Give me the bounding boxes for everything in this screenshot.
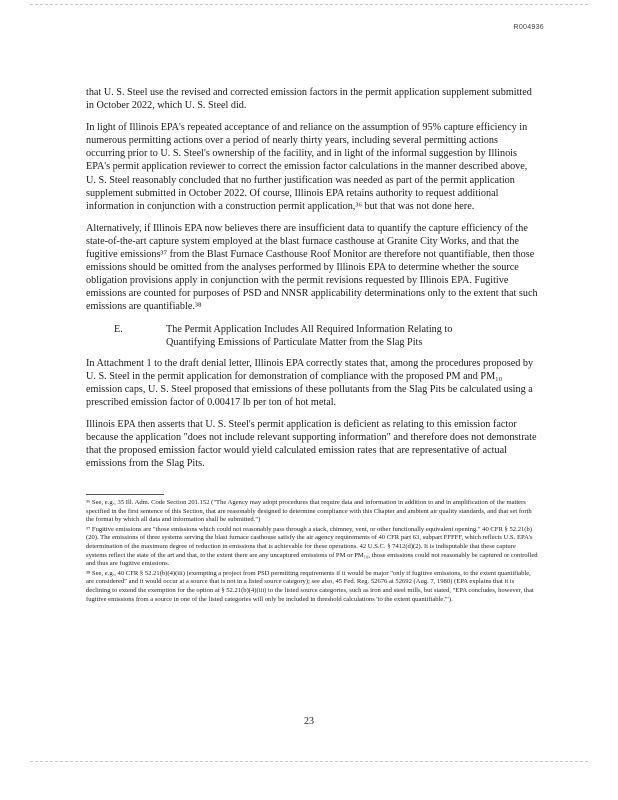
body-paragraph: In light of Illinois EPA's repeated acceptance of and reliance on the assumption of 95% capture efficiency in numerous permitting actions over a period of nearly thirty years, including several permitting actions occurring prior to U. S. Steel's ownership of the facility, and in light of the informal suggestion by Illinois EPA's permit application reviewer to correct the emission factor calculations in the manner described above, U. S. Steel reasonably concluded that no further justification was needed as part of the permit application supplement submitted in October 2022. Of course, Illinois EPA retains authority to request additional information in conjunction with a construction permit application,³⁶ but that was not done here. (86, 122, 528, 212)
body-paragraph: Illinois EPA then asserts that U. S. Steel's permit application is deficient as relating to this emission factor because the application "does not include relevant supporting information" and therefore does not demonstrate that the proposed emission factor would yield calculated emission rates that are representative of actual emissions from the Slag Pits. (86, 419, 537, 470)
footnotes (86, 494, 538, 605)
section-title: The Permit Application Includes All Required Information Relating to Quantifying Emissions of Particulate Matter from the Slag Pits (166, 323, 453, 348)
body-paragraph: that U. S. Steel use the revised and corrected emission factors in the permit application supplement submitted in October 2022, which U. S. Steel did. (86, 87, 532, 112)
section-number: E. (114, 323, 123, 335)
footnote: ³⁶ See, e.g., 35 Ill. Adm. Code Section 201.152 ("The Agency may adopt procedures that require data and information in addition to and in amplification of the matters specified in the first sentence of this Section, that are reasonably designed to determine compliance with this Chapter and ambient air quality standards, and that set forth the format by which all data and information shall be submitted.") (86, 499, 532, 524)
footnote: ³⁷ Fugitive emissions are "those emissions which could not reasonably pass through a stack, chimney, vent, or other functionally equivalent opening." 40 CFR § 52.21(b)(20). The emissions of three systems serving the blast furnace casthouse satisfy the air agency requirements of 40 CFR part 63, subpart FFFFF, which reflects U.S. EPA's determination of the maximum degree of reduction in emissions that is achievable for these operations. 42 U.S.C. § 7412(d)(2). It is indisputable that these capture systems reflect the state of the art and that, to the extent there are any uncaptured emissions of PM or PM₁₀, those emissions could not reasonably be captured or controlled and thus are fugitive emissions. (86, 525, 538, 568)
bates-number: R004936 (513, 24, 544, 31)
page-number: 23 (304, 716, 314, 727)
body-paragraph: In Attachment 1 to the draft denial letter, Illinois EPA correctly states that, among the procedures proposed by U. S. Steel in the permit application for demonstration of compliance with the proposed PM and PM₁₀ emission caps, U. S. Steel proposed that emissions of these pollutants from the Slag Pits be calculated using a prescribed emission factor of 0.00417 lb per ton of hot metal. (86, 357, 534, 408)
section-heading (86, 323, 538, 349)
footnote-divider (86, 494, 164, 495)
scan-edge-bottom (30, 761, 588, 762)
footnote: ³⁸ See, e.g., 40 CFR § 52.21(b)(4)(iii) (exempting a project from PSD permitting requirements if it would be major "only if fugitive emissions, to the extent quantifiable, are considered" and it would occur at a source that is not in a listed source category); see also, 45 Fed. Reg. 52676 at 52692 (Aug. 7, 1980) (EPA explains that it is declining to extend the exemption for the option at § 52.21(b)(4)(iii) to the listed source categories, such as iron and steel mills, but stated, "EPA concludes, however, that fugitive emissions from a source in one of the listed categories will only be included in threshold calculations 'to the extent quantifiable.'"). (86, 569, 534, 603)
scan-edge-top (30, 4, 588, 5)
document-body (86, 86, 538, 479)
body-paragraph: Alternatively, if Illinois EPA now believes there are insufficient data to quantify the capture efficiency of the state-of-the-art capture system employed at the blast furnace casthouse at Granite City Works, and that the fugitive emissions³⁷ from the Blast Furnace Casthouse Roof Monitor are therefore not quantifiable, then those emissions should be omitted from the analyses performed by Illinois EPA to determine whether the source obligation provisions apply in conjunction with the permit revisions requested by Illinois EPA. Fugitive emissions are counted for purposes of PSD and NNSR applicability determinations only to the extent that such emissions are quantifiable.³⁸ (86, 222, 538, 313)
